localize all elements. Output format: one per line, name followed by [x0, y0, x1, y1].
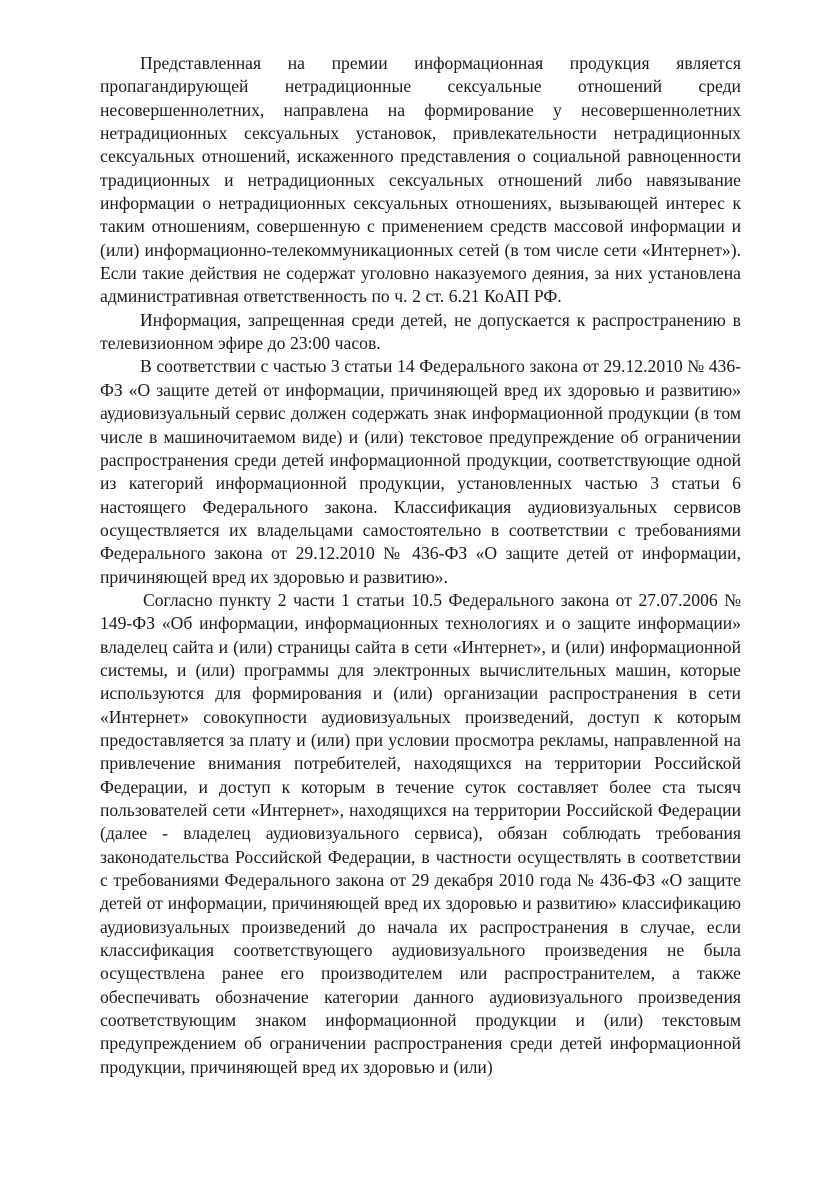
document-text-body [100, 52, 741, 1079]
paragraph-3: В соответствии с частью 3 статьи 14 Федерального закона от 29.12.2010 № 436-ФЗ «О защите детей от информации, причиняющей вред их здоровью и развитию» аудиовизуальный сервис должен содержать знак информационной продукции (в том числе в машиночитаемом виде) и (или) текстовое предупреждение об ограничении распространения среди детей информационной продукции, соответствующие одной из категорий информационной продукции, установленных частью 3 статьи 6 настоящего Федерального закона. Классификация аудиовизуальных сервисов осуществляется их владельцами самостоятельно в соответствии с требованиями Федерального закона от 29.12.2010 № 436-ФЗ «О защите детей от информации, причиняющей вред их здоровью и развитию». [100, 356, 741, 587]
paragraph-1: Представленная на премии информационная продукция является пропагандирующей нетрадиционные сексуальные отношений среди несовершеннолетних, направлена на формирование у несовершеннолетних нетрадиционных сексуальных установок, привлекательности нетрадиционных сексуальных отношений, искаженного представления о социальной равноценности традиционных и нетрадиционных сексуальных отношений либо навязывание информации о нетрадиционных сексуальных отношениях, вызывающей интерес к таким отношениям, совершенную с применением средств массовой информации и (или) информационно-телекоммуникационных сетей (в том числе сети «Интернет»). Если такие действия не содержат уголовно наказуемого деяния, за них установлена административная ответственность по ч. 2 ст. 6.21 КоАП РФ. [100, 53, 741, 307]
paragraph-4: Согласно пункту 2 части 1 статьи 10.5 Федерального закона от 27.07.2006 № 149-ФЗ «Об информации, информационных технологиях и о защите информации» владелец сайта и (или) страницы сайта в сети «Интернет», и (или) информационной системы, и (или) программы для электронных вычислительных машин, которые используются для формирования и (или) организации распространения в сети «Интернет» совокупности аудиовизуальных произведений, доступ к которым предоставляется за плату и (или) при условии просмотра рекламы, направленной на привлечение внимания потребителей, находящихся на территории Российской Федерации, и доступ к которым в течение суток составляет более ста тысяч пользователей сети «Интернет», находящихся на территории Российской Федерации (далее - владелец аудиовизуального сервиса), обязан соблюдать требования законодательства Российской Федерации, в частности осуществлять в соответствии с требованиями Федерального закона от 29 декабря 2010 года № 436-ФЗ «О защите детей от информации, причиняющей вред их здоровью и развитию» классификацию аудиовизуальных произведений до начала их распространения в случае, если классификация соответствующего аудиовизуального произведения не была осуществлена ранее его производителем или распространителем, а также обеспечивать обозначение категории данного аудиовизуального произведения соответствующим знаком информационной продукции и (или) текстовым предупреждением об ограничении распространения среди детей информационной продукции, причиняющей вред их здоровью и (или) [100, 589, 741, 1077]
paragraph-2: Информация, запрещенная среди детей, не допускается к распространению в телевизионном эфире до 23:00 часов. [100, 309, 741, 354]
